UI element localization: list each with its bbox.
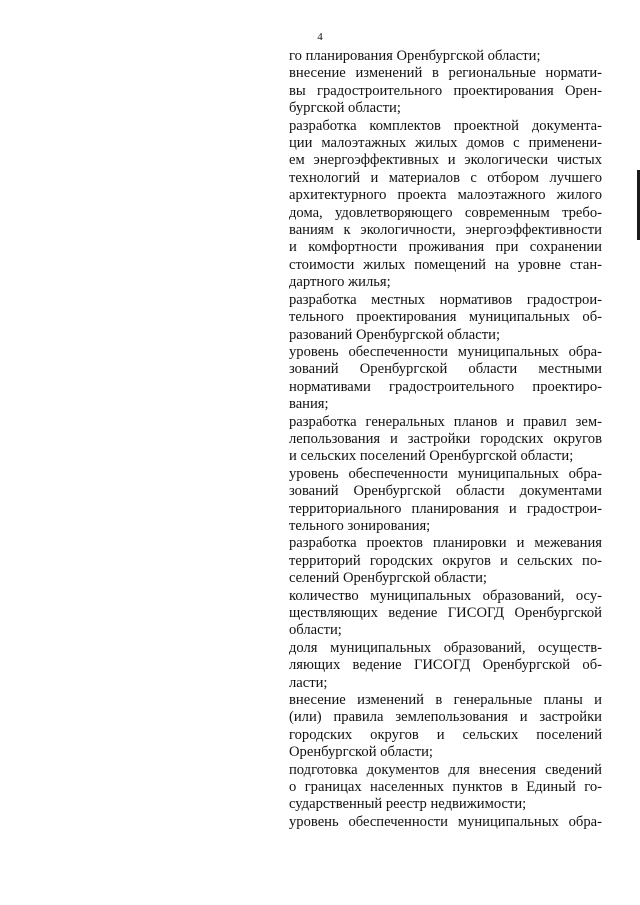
text-line: ществляющих ведение ГИСОГД Оренбургской: [289, 605, 602, 621]
text-line: стоимости жилых помещений на уровне стан-: [289, 256, 602, 273]
text-line: архитектурного проекта малоэтажного жилого: [289, 187, 602, 204]
paragraph: [289, 692, 602, 762]
text-line: (или) правила землепользования и застройки: [289, 709, 602, 726]
paragraph: [289, 48, 602, 65]
text-line: количество муниципальных образований, осу-: [289, 587, 602, 604]
paragraph: [289, 118, 602, 292]
text-line: лепользования и застройки городских округов: [289, 430, 602, 447]
paragraph: [289, 466, 602, 536]
text-line: подготовка документов для внесения сведений: [289, 761, 602, 778]
text-line: вы градостроительного проектирования Орен-: [289, 82, 602, 99]
text-line: разработка проектов планировки и межевания: [289, 535, 602, 552]
text-line: дома, удовлетворяющего современным требо-: [289, 204, 602, 221]
paragraph: [289, 535, 602, 587]
paragraph: [289, 762, 602, 814]
text-line: о границах населенных пунктов в Единый го-: [289, 779, 602, 796]
text-line: уровень обеспеченности муниципальных обра-: [289, 813, 602, 830]
text-line: и комфортности проживания при сохранении: [289, 239, 602, 256]
text-line: дартного жилья;: [289, 274, 391, 291]
text-line: го планирования Оренбургской области;: [289, 48, 541, 64]
text-line: разработка комплектов проектной документа-: [289, 117, 602, 134]
text-line: разований Оренбургской области;: [289, 326, 500, 343]
paragraph: [289, 65, 602, 117]
text-line: разработка генеральных планов и правил зем-: [289, 413, 602, 430]
text-line: зований Оренбургской области документами: [289, 483, 602, 500]
text-line: разработка местных нормативов градострои-: [289, 291, 602, 308]
text-line: внесение изменений в генеральные планы и: [289, 692, 602, 709]
document-body: [289, 48, 602, 831]
page-number: 4: [317, 31, 323, 43]
text-line: ляющих ведение ГИСОГД Оренбургской об-: [289, 657, 602, 674]
paragraph: [289, 414, 602, 466]
text-line: ваниям к экологичности, энергоэффективности: [289, 222, 602, 239]
text-line: уровень обеспеченности муниципальных обра-: [289, 343, 602, 360]
paragraph: [289, 588, 602, 640]
text-line: нормативами градостроительного проектиро-: [289, 378, 602, 395]
text-line: Оренбургской области;: [289, 744, 433, 761]
text-line: ции малоэтажных жилых домов с применени-: [289, 135, 602, 152]
paragraph: [289, 344, 602, 414]
text-line: тельного зонирования;: [289, 517, 431, 534]
paragraph: [289, 814, 602, 831]
paragraph: [289, 640, 602, 692]
text-line: и сельских поселений Оренбургской области;: [289, 448, 574, 465]
text-line: технологий и материалов с отбором лучшего: [289, 169, 602, 186]
text-line: внесение изменений в региональные нормати-: [289, 65, 602, 82]
paragraph: [289, 292, 602, 344]
text-line: доля муниципальных образований, осуществ-: [289, 639, 602, 656]
text-line: уровень обеспеченности муниципальных обра-: [289, 465, 602, 482]
text-line: тельного проектирования муниципальных об-: [289, 309, 602, 326]
text-line: зований Оренбургской области местными: [289, 361, 602, 378]
text-line: вания;: [289, 396, 329, 413]
text-line: бургской области;: [289, 100, 401, 117]
text-line: территориального планирования и градострои-: [289, 500, 602, 517]
text-line: территорий городских округов и сельских по-: [289, 552, 602, 569]
text-line: ласти;: [289, 674, 328, 691]
text-line: области;: [289, 622, 342, 639]
text-line: сударственный реестр недвижимости;: [289, 796, 527, 813]
text-line: городских округов и сельских поселений: [289, 726, 602, 743]
text-line: ем энергоэффективных и экологически чистых: [289, 152, 602, 169]
text-line: селений Оренбургской области;: [289, 570, 487, 587]
